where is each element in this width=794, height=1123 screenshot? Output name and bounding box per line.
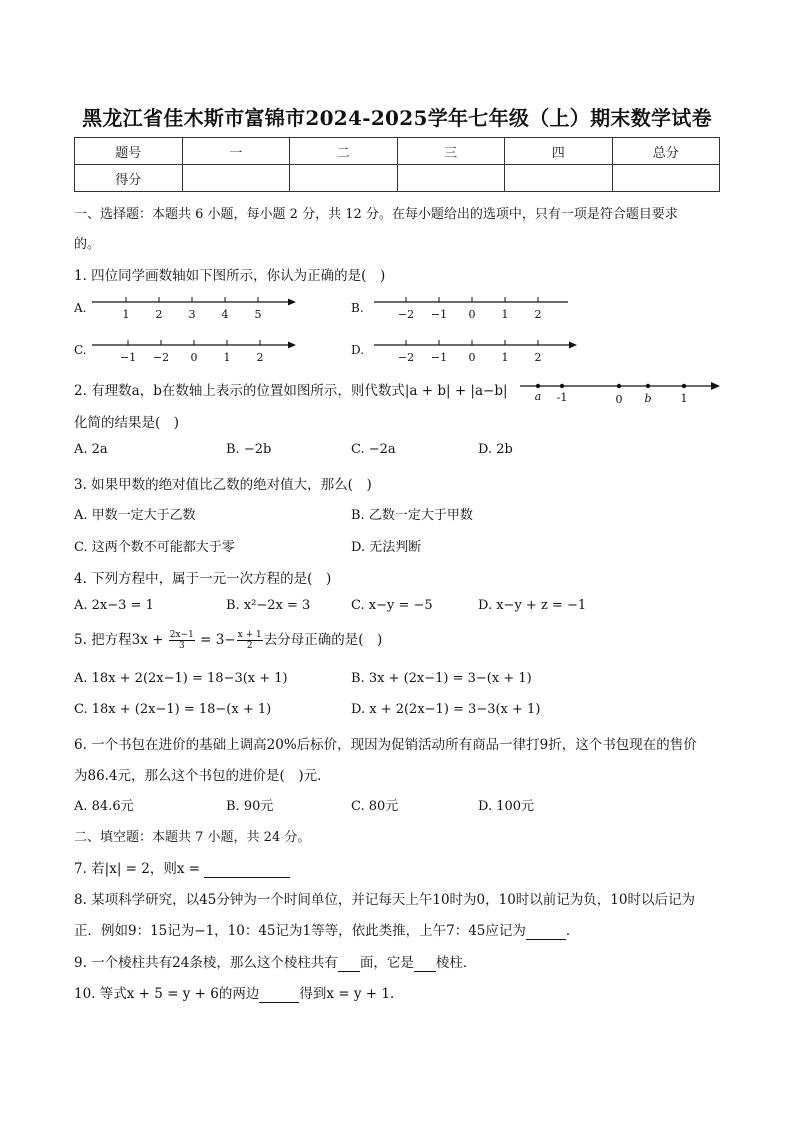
q4-option-d: D. x−y + z = −1 (478, 598, 587, 613)
score-cell (182, 165, 290, 192)
score-table-score-row (75, 165, 720, 192)
tick-label: −2 (152, 351, 170, 364)
tick-label: 1 (501, 351, 509, 364)
score-header-cell: 三 (397, 138, 505, 165)
q4-option-b: B. x²−2x = 3 (226, 598, 311, 613)
score-cell (505, 165, 613, 192)
score-cell (290, 165, 398, 192)
question-6: 6. 一个书包在进价的基础上调高20%后标价，现因为促销活动所有商品一律打9折，这个书包现在的售价 (74, 737, 697, 753)
q8-text: 正．例如9：15记为−1，10：45记为1等等，依此类推，上午7：45应记为 (74, 923, 526, 939)
question-1: 1. 四位同学画数轴如下图所示，你认为正确的是( ) (74, 268, 386, 284)
tick-label: 0 (468, 351, 476, 364)
question-5 (74, 628, 382, 651)
q6-option-d: D. 100元 (478, 799, 535, 814)
tick-label: −2 (397, 351, 415, 364)
tick-label: −1 (430, 351, 448, 364)
q6-option-c: C. 80元 (351, 799, 399, 814)
q5-text-pre: 5. 把方程3x + (74, 632, 168, 648)
question-7 (74, 857, 290, 878)
score-cell (397, 165, 505, 192)
q4-option-a: A. 2x−3 = 1 (74, 598, 154, 613)
question-8: 8. 某项科学研究，以45分钟为一个时间单位，并记每天上午10时为0，10时以前记为负，10时以后记为 (74, 892, 695, 908)
question-9 (74, 951, 476, 972)
q2-label-1: 1 (680, 392, 688, 405)
q5-text-mid: = 3− (195, 632, 236, 648)
q10-answer-blank[interactable] (259, 986, 299, 1003)
score-header-cell: 一 (182, 138, 290, 165)
q5-frac1-numerator: 2x−1 (169, 630, 194, 640)
q10-text-post: 得到x = y + 1． (299, 986, 404, 1002)
q5-frac2-denominator: 2 (246, 641, 253, 651)
q1-option-a-label: A. (74, 301, 87, 315)
score-header-cell: 二 (290, 138, 398, 165)
q5-option-d: D. x + 2(2x−1) = 3−3(x + 1) (351, 702, 541, 717)
q10-text-pre: 10. 等式x + 5 = y + 6的两边 (74, 986, 260, 1002)
q9-text-post: 棱柱． (435, 955, 477, 971)
q6-option-a: A. 84.6元 (74, 799, 134, 814)
q8-text-end: ． (565, 923, 580, 939)
q8-answer-blank[interactable] (526, 923, 566, 940)
score-header-cell: 四 (505, 138, 613, 165)
tick-label: 2 (534, 351, 542, 364)
tick-label: 4 (221, 308, 229, 321)
question-2: 2. 有理数a，b在数轴上表示的位置如图所示，则代数式|a + b| + |a−b| (74, 383, 508, 399)
q3-option-b: B. 乙数一定大于甲数 (351, 508, 473, 523)
q5-fraction-1 (169, 630, 195, 651)
q2-label-a: a (534, 390, 542, 403)
q5-option-a: A. 18x + 2(2x−1) = 18−3(x + 1) (74, 671, 288, 686)
question-6-cont: 为86.4元，那么这个书包的进价是( )元． (74, 768, 331, 784)
q2-label-neg1: -1 (556, 391, 568, 404)
q2-label-0: 0 (615, 393, 623, 406)
q1-number-line-b (372, 294, 582, 324)
section1-heading-cont: 的。 (74, 237, 101, 252)
tick-label: 2 (155, 308, 163, 321)
q9-answer-blank-1[interactable] (338, 955, 360, 972)
section1-heading: 一、选择题：本题共 6 小题，每小题 2 分，共 12 分。在每小题给出的选项中，只有一项是符合题目要求 (74, 207, 678, 222)
q2-option-b: B. −2b (226, 442, 272, 457)
q5-option-c: C. 18x + (2x−1) = 18−(x + 1) (74, 702, 272, 717)
tick-label: 1 (501, 308, 509, 321)
tick-label: −1 (430, 308, 448, 321)
tick-label: −2 (397, 308, 415, 321)
tick-label: 2 (256, 351, 264, 364)
score-header-cell: 题号 (75, 138, 183, 165)
q5-text-post: 去分母正确的是( ) (263, 632, 383, 648)
q2-option-a: A. 2a (74, 442, 108, 457)
question-8-cont (74, 919, 579, 940)
q9-answer-blank-2[interactable] (414, 955, 436, 972)
tick-label: 2 (534, 308, 542, 321)
q9-text-mid: 面，它是 (359, 955, 414, 971)
q1-option-b-label: B. (351, 301, 364, 315)
tick-label: −1 (119, 351, 137, 364)
q5-option-b: B. 3x + (2x−1) = 3−(x + 1) (351, 671, 532, 686)
q9-text-pre: 9. 一个棱柱共有24条棱，那么这个棱柱共有 (74, 955, 338, 971)
q1-number-line-a (90, 294, 300, 324)
score-table-header-row (75, 138, 720, 165)
q7-text: 7. 若|x| = 2，则x = (74, 861, 205, 877)
tick-label: 0 (190, 351, 198, 364)
score-cell (612, 165, 720, 192)
question-3: 3. 如果甲数的绝对值比乙数的绝对值大，那么( ) (74, 477, 372, 493)
score-row-label: 得分 (75, 165, 183, 192)
q3-option-a: A. 甲数一定大于乙数 (74, 508, 196, 523)
q2-label-b: b (644, 392, 652, 405)
question-4: 4. 下列方程中，属于一元一次方程的是( ) (74, 571, 332, 587)
q3-option-d: D. 无法判断 (351, 540, 422, 555)
q2-number-line (520, 378, 725, 408)
tick-label: 3 (188, 308, 196, 321)
q1-number-line-c (90, 337, 300, 367)
q7-answer-blank[interactable] (204, 861, 290, 878)
score-table (74, 137, 720, 192)
tick-label: 1 (122, 308, 130, 321)
question-10 (74, 982, 404, 1003)
section2-heading: 二、填空题：本题共 7 小题，共 24 分。 (74, 830, 311, 845)
q1-number-line-d (372, 337, 582, 367)
q1-option-c-label: C. (74, 343, 87, 357)
q2-option-d: D. 2b (478, 442, 513, 457)
page-title: 黑龙江省佳木斯市富锦市2024-2025学年七年级（上）期末数学试卷 (82, 106, 712, 130)
question-2-cont: 化简的结果是( ) (74, 415, 180, 431)
q3-option-c: C. 这两个数不可能都大于零 (74, 540, 235, 555)
tick-label: 5 (254, 308, 262, 321)
q5-frac1-denominator: 3 (178, 641, 185, 651)
q1-option-d-label: D. (351, 343, 365, 357)
q5-frac2-numerator: x + 1 (237, 630, 262, 640)
q5-fraction-2 (237, 630, 263, 651)
score-header-cell: 总分 (612, 138, 720, 165)
tick-label: 1 (223, 351, 231, 364)
tick-label: 0 (468, 308, 476, 321)
q2-option-c: C. −2a (351, 442, 396, 457)
q6-option-b: B. 90元 (226, 799, 274, 814)
q4-option-c: C. x−y = −5 (351, 598, 433, 613)
